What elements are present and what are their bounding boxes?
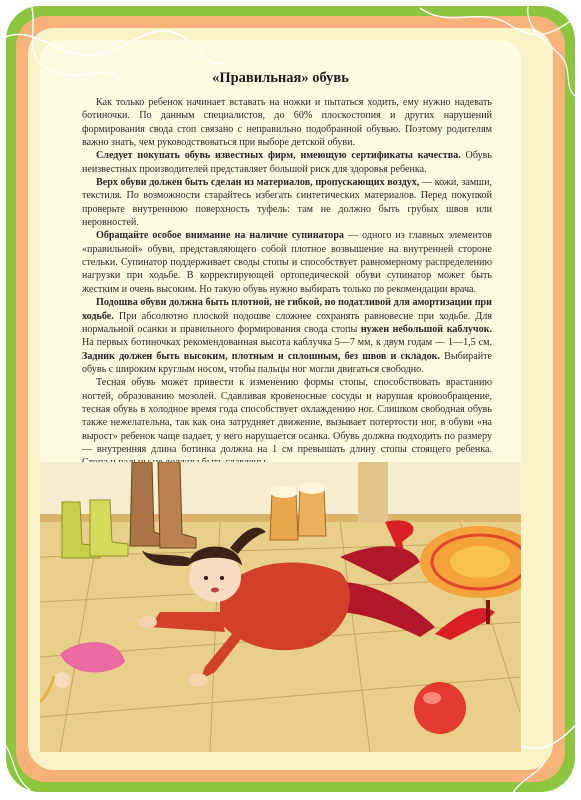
text-run: — одного из главных элементов «правильной» обуви, представляющего собой плотное возвышение на внутренней стороне стельки. Супинатор поддерживает своды стопы и способствует равномерному распределению нагрузки при ходьбе. В корректирующей ортопедической обуви супинатор может быть жестким и очень высоким. Но такую обувь нужно выбирать только по рекомендации врача. — [82, 230, 493, 295]
paragraph-5 — [82, 296, 492, 376]
bold-phrase: Подошва обуви должна быть плотной, не гибкой, но податливой для амортизации при ходьбе. — [82, 297, 492, 322]
illustration-girl-falling — [40, 462, 521, 752]
paragraph-6 — [82, 376, 492, 469]
red-ball — [414, 682, 466, 734]
text-run: Как только ребенок начинает вставать на ножки и пытаться ходить, ему нужно надевать ботиночки. По данным специалистов, до 60% плоскостопия и других нарушений формирования свода стоп связано с неправильно подобранной обувью. Поэтому родителям важно знать, чем руководствоваться при выборе детской обуви. — [82, 97, 492, 149]
text-run: Обувь неизвестных производителей представляет большой риск для здоровья ребенка. — [82, 150, 493, 175]
paragraph-1 — [82, 96, 492, 149]
paragraph-4 — [82, 229, 492, 296]
bold-phrase: Верх обуви должен быть сделан из материалов, пропускающих воздух, — [96, 177, 420, 189]
page-title: «Правильная» обувь — [212, 70, 349, 86]
door-frame — [358, 462, 388, 524]
bold-phrase: нужен небольшой каблучок. — [360, 323, 492, 335]
paragraph-2 — [82, 149, 492, 176]
bold-phrase: Следует покупать обувь известных фирм, имеющую сертификаты качества. — [96, 150, 461, 162]
text-run: — кожи, замши, текстиля. По возможности старайтесь избегать синтетических материалов. Перед покупкой проверьте внутреннюю поверхность туфель: там не должно быть грубых швов или неровностей. — [82, 177, 492, 229]
article-text — [82, 96, 492, 470]
text-run: Тесная обувь может привести к изменению формы стопы, способствовать врастанию ногтей, образованию мозолей. Сдавливая кровеносные сосуды и нарушая кровообращение, тесная обувь в холодное время года способствует охлаждению ног. Слишком свободная обувь также нежелательна, так как она затрудняет движение, вызывает потертости ног, в обуви «на вырост» ребенок чаще падает, у него нарушается осанка. Обувь должна подходить по размеру — внутренняя длина ботинка должна на 1 см превышать длину стопы стоящего ребенка. — [82, 377, 492, 455]
paragraph-3 — [82, 176, 492, 229]
bold-phrase: Обращайте особое внимание на наличие супинатора — [96, 230, 344, 242]
text-run: При абсолютно плоской подошве сложнее сохранять равновесие при ходьбе. Для нормальной осанки и правильного формирования свода стопы — [82, 310, 492, 335]
text-run: На первых ботиночках рекомендованная высота каблучка 5—7 мм, к двум годам — 1—1,5 см. — [82, 337, 492, 349]
text-run: Выбирайте обувь с широким круглым носом, чтобы пальцы ног могли двигаться свободно. — [82, 350, 492, 375]
bold-phrase: Задник должен быть высоким, плотным и сплошным, без швов и складок. — [82, 350, 440, 362]
